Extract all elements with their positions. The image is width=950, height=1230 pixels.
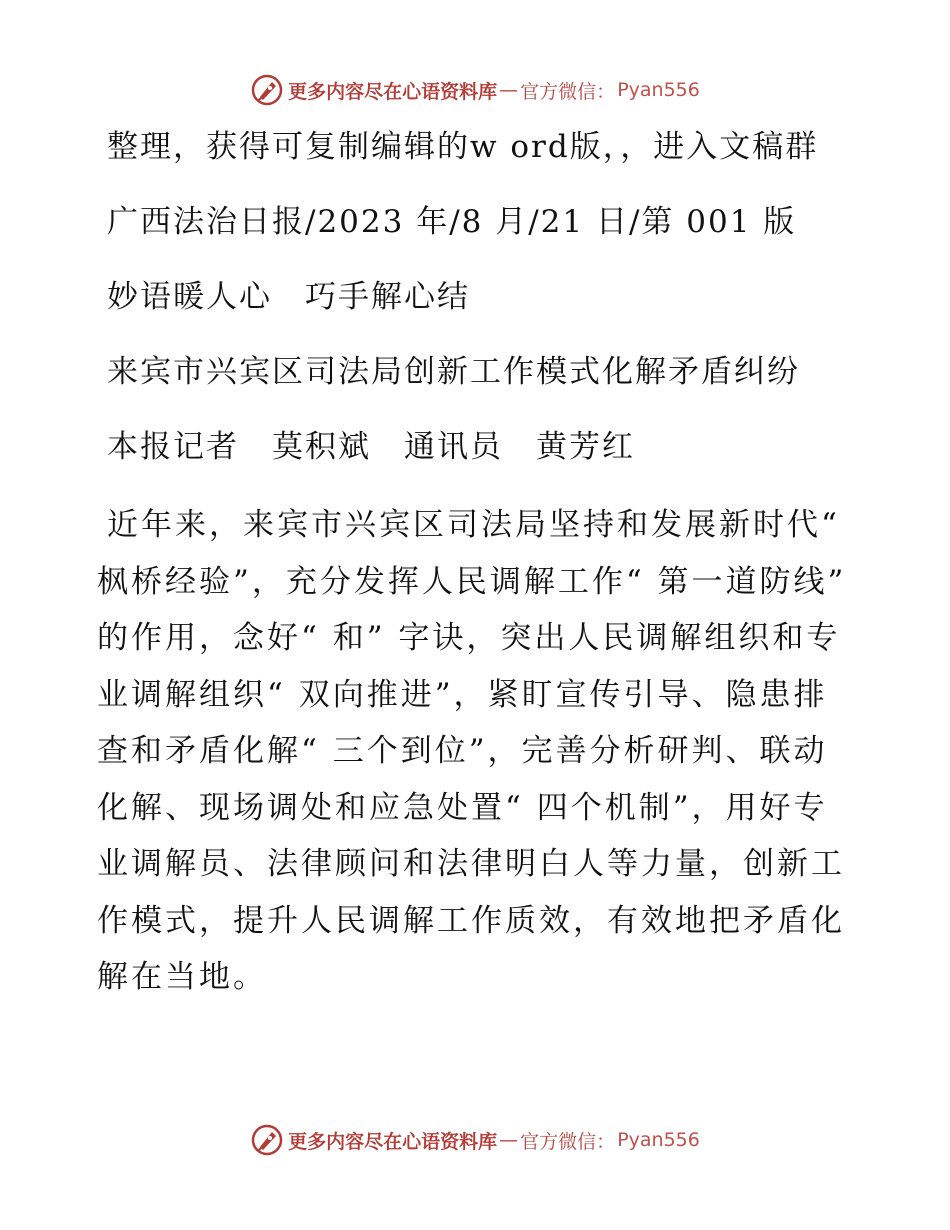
watermark-wechat-id: Pyan556 [617, 1129, 700, 1151]
subheadline: 来宾市兴宾区司法局创新工作模式化解矛盾纠纷 [107, 354, 800, 390]
body-paragraph: 近年来，来宾市兴宾区司法局坚持和发展新时代“ 枫桥经验”，充分发挥人民调解工作“ 第一道防线” 的作用，念好“ 和” 字诀，突出人民调解组织和专业调解组织“ 双向推进”，紧盯宣传引导、隐患排查和矛盾化解“ 三个到位”，完善分析研判、联动化解、现场调处和应急处置“ 四个机制”，用好专业调解员、法律顾问和法律明白人等力量，创新工作模式，提升人民调解工作质效，有效地把矛盾化解在当地。 [97, 507, 847, 995]
intro-line: 整理，获得可复制编辑的w ord版，，进入文稿群 [107, 129, 819, 165]
watermark-brand: 更多内容尽在心语资料库 [288, 1130, 498, 1153]
watermark-wechat-id: Pyan556 [617, 79, 700, 101]
pen-nib-logo-icon [250, 1123, 284, 1157]
source-line: 广西法治日报/2023 年/8 月/21 日/第 001 版 [107, 204, 797, 240]
byline: 本报记者 莫积斌 通讯员 黄芳红 [107, 429, 635, 465]
header-watermark-banner [0, 70, 950, 110]
document-body [97, 122, 857, 1031]
watermark-separator: — [499, 1129, 519, 1151]
watermark-brand: 更多内容尽在心语资料库 [288, 80, 498, 103]
watermark-wechat-label: 官方微信： [520, 1130, 616, 1153]
pen-nib-logo-icon [250, 73, 284, 107]
watermark-separator: — [499, 79, 519, 101]
watermark-wechat-label: 官方微信： [520, 80, 616, 103]
headline: 妙语暖人心 巧手解心结 [107, 279, 470, 315]
footer-watermark-banner [0, 1120, 950, 1160]
